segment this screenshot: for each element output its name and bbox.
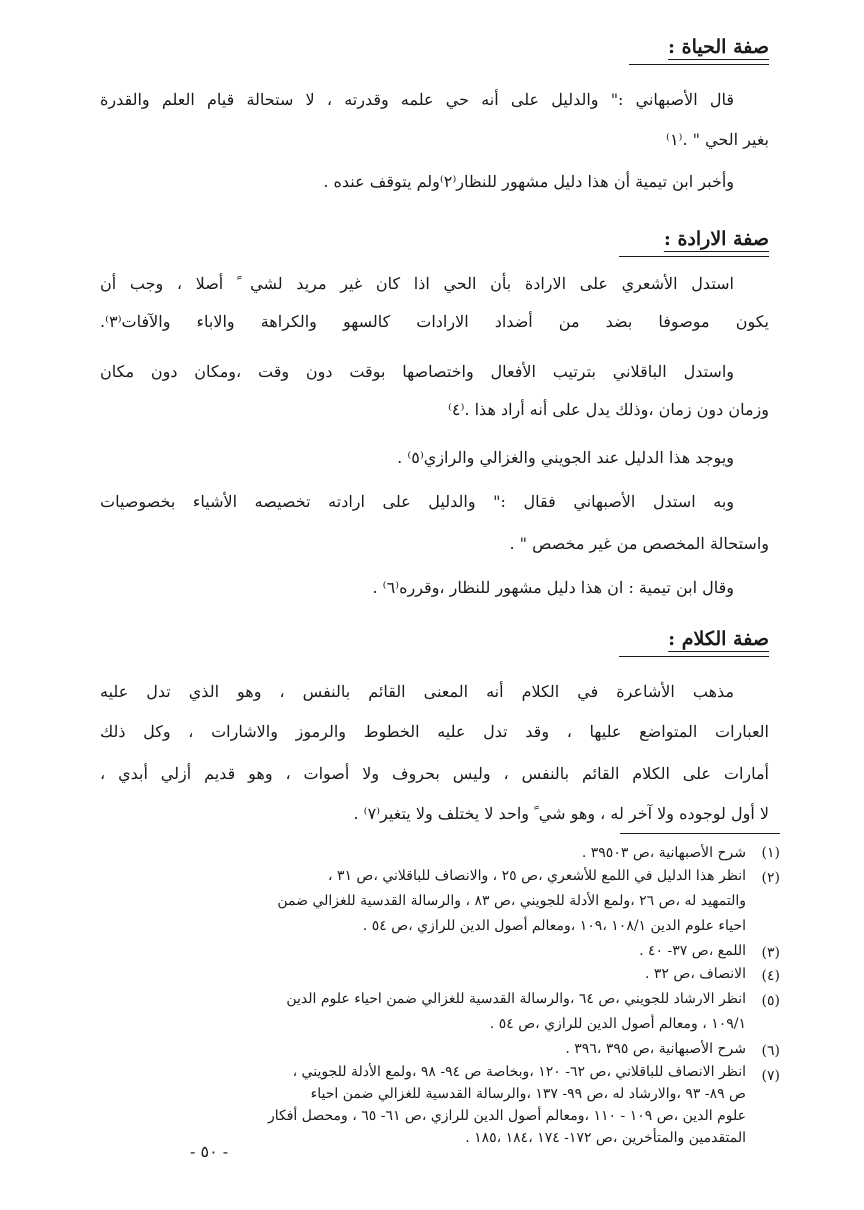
footnote-line: انظر هذا الدليل في اللمع للأشعري ،ص ٢٥ ، والانصاف للباقلاني ،ص ٣١ ، (327, 868, 746, 884)
heading-underline (619, 656, 769, 657)
footnote-number: (٢) (761, 870, 780, 886)
footnote-number: (٥) (761, 993, 780, 1009)
footnote-number: (٦) (761, 1043, 780, 1059)
footnote-line: شرح الأصبهانية ،ص ٣٩٥٠٣ . (581, 845, 746, 861)
text-line: لا أول لوجوده ولا آخر له ، وهو شي ً واحد لا يختلف ولا يتغير⁽٧⁾ . (353, 804, 769, 823)
footnote-number: (١) (761, 845, 780, 861)
text-line: واستحالة المخصص من غير مخصص " . (509, 534, 769, 553)
footnote-number: (٧) (761, 1068, 780, 1084)
footnote-number: (٤) (761, 968, 780, 984)
text-line: واستدل الباقلاني بترتيب الأفعال واختصاصها بوقت دون وقت ،ومكان دون مكان (100, 362, 734, 381)
heading-underline (619, 256, 769, 257)
footnote-separator (620, 833, 780, 834)
heading-underline (629, 64, 769, 65)
text-line: ويوجد هذا الدليل عند الجويني والغزالي والرازي⁽٥⁾ . (397, 448, 734, 467)
footnote-line: انظر الارشاد للجويني ،ص ٦٤ ،والرسالة القدسية للغزالي ضمن احياء علوم الدين (286, 991, 746, 1007)
footnote-line: الانصاف ،ص ٣٢ . (645, 966, 746, 982)
footnote-line: ص ٨٩- ٩٣ ،والارشاد له ،ص ٩٩- ١٣٧ ،والرسالة القدسية للغزالي ضمن احياء (310, 1086, 746, 1102)
section-title-life: صفة الحياة : (668, 36, 769, 58)
footnote-number: (٣) (761, 945, 780, 961)
footnote-line: احياء علوم الدين ١٠٨/١ ،١٠٩ ،ومعالم أصول الدين للرازي ،ص ٥٤ . (362, 918, 746, 934)
footnote-line: علوم الدين ،ص ١٠٩ - ١١٠ ،ومعالم أصول الدين للرازي ،ص ٦١- ٦٥ ، ومحصل أفكار (267, 1108, 746, 1124)
text-line: وبه استدل الأصبهاني فقال :" والدليل على ارادته تخصيصه الأشياء بخصوصيات (100, 492, 734, 511)
footnote-line: اللمع ،ص ٣٧- ٤٠ . (639, 943, 746, 959)
footnote-line: ١٠٩/١ ، ومعالم أصول الدين للرازي ،ص ٥٤ . (489, 1016, 746, 1032)
text-line: مذهب الأشاعرة في الكلام أنه المعنى القائم بالنفس ، وهو الذي تدل عليه (100, 682, 734, 701)
text-line: وقال ابن تيمية : ان هذا دليل مشهور للنظار ،وقرره⁽٦⁾ . (372, 578, 734, 597)
text-line: وأخبر ابن تيمية أن هذا دليل مشهور للنظار⁽٢⁾ولم يتوقف عنده . (323, 172, 734, 191)
footnote-line: انظر الانصاف للباقلاني ،ص ٦٢- ١٢٠ ،وبخاصة ص ٩٤- ٩٨ ،ولمع الأدلة للجويني ، (292, 1064, 746, 1080)
footnote-line: والتمهيد له ،ص ٢٦ ،ولمع الأدلة للجويني ،ص ٨٣ ، والرسالة القدسية للغزالي ضمن (277, 893, 746, 909)
page-number: - ٥٠ - (190, 1142, 229, 1161)
text-line: يكون موصوفا بضد من أضداد الارادات كالسهو والكراهة والاباء والآفات⁽٣⁾. (100, 312, 769, 331)
text-line: استدل الأشعري على الارادة بأن الحي اذا كان غير مريد لشي ً أصلا ، وجب أن (100, 274, 734, 293)
footnote-line: المتقدمين والمتأخرين ،ص ١٧٢- ١٧٤ ،١٨٤ ،١٨٥ . (465, 1130, 746, 1146)
text-line: بغير الحي " .⁽١⁾ (666, 130, 769, 149)
text-line: العبارات المتواضع عليها ، وقد تدل عليه الخطوط والرموز والاشارات ، وكل ذلك (100, 722, 769, 741)
text-line: قال الأصبهاني :" والدليل على أنه حي علمه وقدرته ، لا ستحالة قيام العلم والقدرة (100, 90, 734, 109)
section-title-will: صفة الارادة : (663, 228, 769, 250)
section-title-speech: صفة الكلام : (668, 628, 769, 650)
text-line: وزمان دون زمان ،وذلك يدل على أنه أراد هذا .⁽٤⁾ (447, 400, 769, 419)
text-line: أمارات على الكلام القائم بالنفس ، وليس بحروف ولا أصوات ، وهو قديم أزلي أبدي ، (100, 764, 769, 783)
footnote-line: شرح الأصبهانية ،ص ٣٩٥ ،٣٩٦ . (565, 1041, 746, 1057)
